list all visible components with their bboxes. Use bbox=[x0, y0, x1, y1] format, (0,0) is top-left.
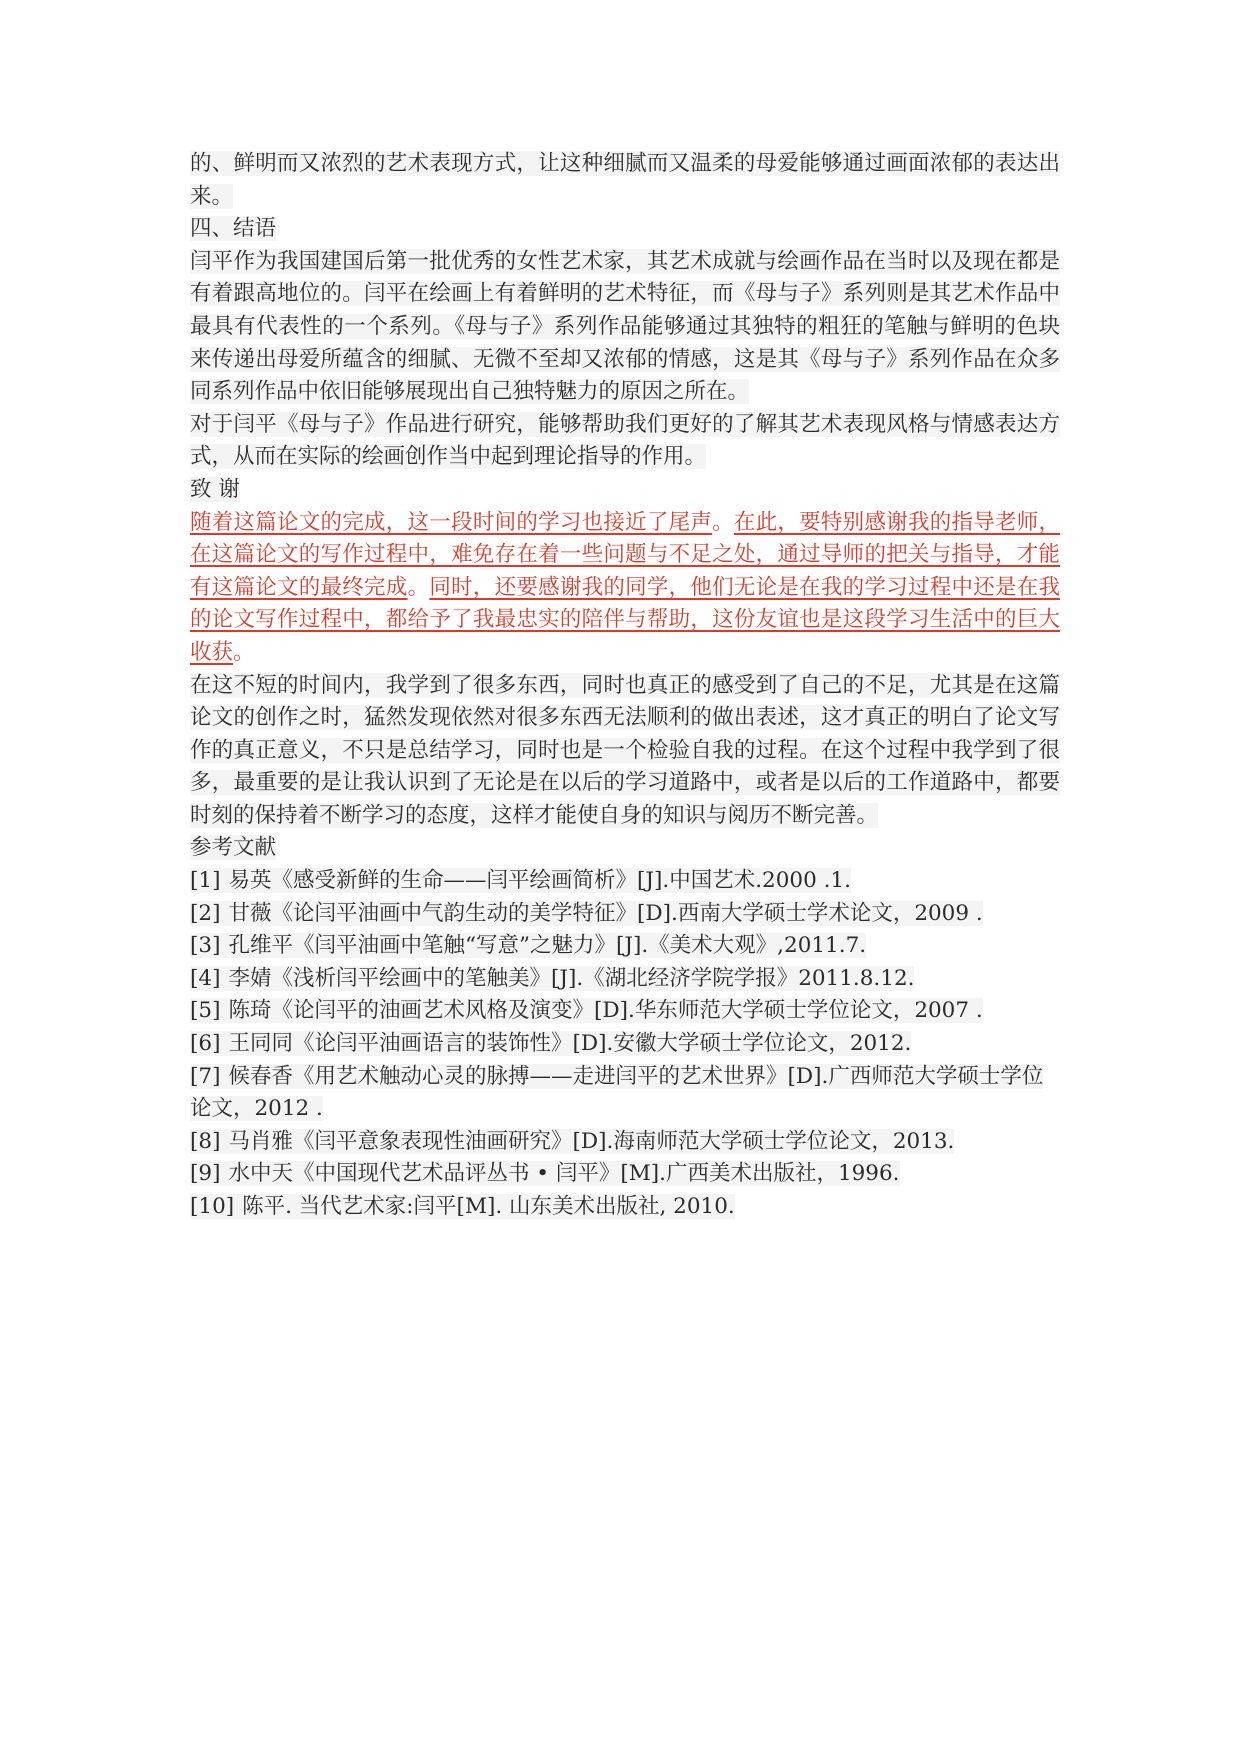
acknowledgement-heading-text: 致 谢 bbox=[190, 476, 240, 502]
conclusion-paragraph-2-text: 对于闫平《母与子》作品进行研究，能够帮助我们更好的了解其艺术表现风格与情感表达方式，从而在实际的绘画创作当中起到理论指导的作用。 bbox=[190, 411, 1060, 470]
reference-text: 马肖雅《闫平意象表现性油画研究》[D].海南师范大学硕士学位论文，2013. bbox=[228, 1128, 955, 1154]
reference-number: [2] bbox=[190, 900, 221, 926]
reference-item-1 bbox=[190, 865, 1060, 898]
intro-paragraph-text: 的、鲜明而又浓烈的艺术表现方式，让这种细腻而又温柔的母爱能够通过画面浓郁的表达出来。 bbox=[190, 151, 1060, 209]
acknowledgement-highlighted-paragraph bbox=[190, 507, 1060, 670]
reference-number: [4] bbox=[190, 965, 221, 991]
ack-segment-2: 在此，要特别感谢我的指导老师，在这篇论文的写作过程中，难免存在着一些问题与不足之处，通过导师的把关与指导，才能有这篇论文的最终完成 bbox=[190, 509, 1060, 600]
reference-number: [3] bbox=[190, 933, 221, 959]
reference-item-8 bbox=[190, 1126, 1060, 1159]
ack-segment-2-period: 。 bbox=[407, 574, 430, 600]
reference-number: [10] bbox=[190, 1194, 235, 1219]
reference-item-10 bbox=[190, 1191, 1060, 1224]
intro-paragraph bbox=[190, 148, 1060, 213]
reference-text: 王同同《论闫平油画语言的装饰性》[D].安徽大学硕士学位论文，2012. bbox=[228, 1031, 912, 1057]
reference-number: [5] bbox=[190, 998, 221, 1024]
reference-text: 候春香《用艺术触动心灵的脉搏——走进闫平的艺术世界》[D].广西师范大学硕士学位论文，2012 . bbox=[190, 1063, 1044, 1122]
conclusion-heading bbox=[190, 213, 1060, 246]
ack-segment-3: 同时，还要感谢我的同学，他们无论是在我的学习过程中还是在我的论文写作过程中，都给予了我最忠实的陪伴与帮助，这份友谊也是这段学习生活中的巨大收获 bbox=[190, 574, 1060, 665]
reference-text: 易英《感受新鲜的生命——闫平绘画简析》[J].中国艺术.2000 .1. bbox=[228, 868, 851, 894]
reference-text: 陈平. 当代艺术家:闫平[M]. 山东美术出版社, 2010. bbox=[242, 1194, 735, 1219]
ack-segment-1-period: 。 bbox=[712, 509, 734, 535]
conclusion-paragraph-2 bbox=[190, 409, 1060, 474]
reference-item-2 bbox=[190, 898, 1060, 931]
reference-item-9 bbox=[190, 1158, 1060, 1191]
reference-text: 水中天《中国现代艺术品评丛书 • 闫平》[M].广西美术出版社，1996. bbox=[228, 1161, 900, 1187]
conclusion-heading-text: 四、结语 bbox=[190, 216, 277, 242]
reference-item-3 bbox=[190, 930, 1060, 963]
reference-number: [8] bbox=[190, 1128, 221, 1154]
conclusion-paragraph-1-text: 闫平作为我国建国后第一批优秀的女性艺术家，其艺术成就与绘画作品在当时以及现在都是有着跟高地位的。闫平在绘画上有着鲜明的艺术特征，而《母与子》系列则是其艺术作品中最具有代表性的一个系列。《母与子》系列作品能够通过其独特的粗狂的笔触与鲜明的色块来传递出母爱所蕴含的细腻、无微不至却又浓郁的情感，这是其《母与子》系列作品在众多同系列作品中依旧能够展现出自己独特魅力的原因之所在。 bbox=[190, 248, 1060, 405]
reference-item-7 bbox=[190, 1061, 1060, 1126]
reference-number: [1] bbox=[190, 868, 221, 894]
reference-number: [6] bbox=[190, 1031, 221, 1057]
references-heading-text: 参考文献 bbox=[190, 835, 277, 861]
acknowledgement-heading bbox=[190, 474, 1060, 507]
reference-text: 陈琦《论闫平的油画艺术风格及演变》[D].华东师范大学硕士学位论文，2007 . bbox=[228, 998, 983, 1024]
reference-item-5 bbox=[190, 995, 1060, 1028]
reference-text: 李婧《浅析闫平绘画中的笔触美》[J].《湖北经济学院学报》2011.8.12. bbox=[228, 965, 915, 991]
reference-number: [7] bbox=[190, 1063, 221, 1089]
acknowledgement-paragraph bbox=[190, 670, 1060, 833]
reference-text: 孔维平《闫平油画中笔触“写意”之魅力》[J].《美术大观》,2011.7. bbox=[228, 933, 867, 959]
references-heading bbox=[190, 832, 1060, 865]
acknowledgement-paragraph-text: 在这不短的时间内，我学到了很多东西，同时也真正的感受到了自己的不足，尤其是在这篇论文的创作之时，猛然发现依然对很多东西无法顺利的做出表述，这才真正的明白了论文写作的真正意义，不只是总结学习，同时也是一个检验自我的过程。在这个过程中我学到了很多，最重要的是让我认识到了无论是在以后的学习道路中，或者是以后的工作道路中，都要时刻的保持着不断学习的态度，这样才能使自身的知识与阅历不断完善。 bbox=[190, 672, 1060, 828]
reference-item-6 bbox=[190, 1028, 1060, 1061]
reference-number: [9] bbox=[190, 1161, 221, 1187]
conclusion-paragraph-1 bbox=[190, 246, 1060, 409]
reference-item-4 bbox=[190, 963, 1060, 996]
document-page bbox=[190, 148, 1060, 1224]
ack-segment-3-period: 。 bbox=[233, 639, 255, 665]
ack-segment-1: 随着这篇论文的完成，这一段时间的学习也接近了尾声 bbox=[190, 509, 713, 535]
reference-text: 甘薇《论闫平油画中气韵生动的美学特征》[D].西南大学硕士学术论文，2009 . bbox=[228, 900, 983, 926]
